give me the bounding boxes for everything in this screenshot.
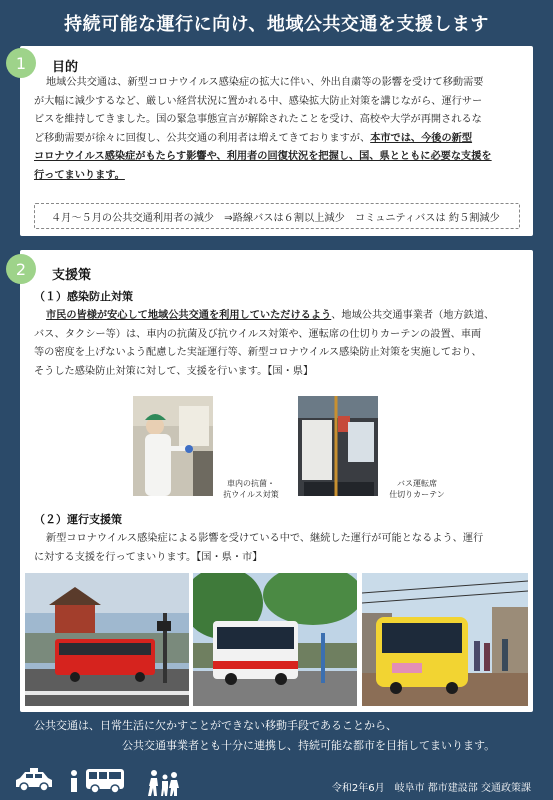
disinfection-photo bbox=[133, 396, 213, 496]
info-icon bbox=[70, 770, 78, 792]
ridership-note: ４月～５月の公共交通利用者の減少 ⇒路線バスは６割以上減少 コミュニティバスは 約５割減少 bbox=[34, 203, 520, 229]
purpose-heading: 目的 bbox=[52, 60, 79, 75]
caption-line: 仕切りカーテン bbox=[389, 490, 445, 499]
purpose-emphasis: コロナウイルス感染症がもたらす影響や、利用者の回復状況を把握し、国、県とともに必要な支援を bbox=[34, 151, 492, 162]
curtain-photo bbox=[298, 396, 378, 496]
closing-line-2: 公共交通事業者とも十分に連携し、持続可能な都市を目指してまいります。 bbox=[122, 739, 496, 752]
infection-line bbox=[34, 307, 529, 326]
infection-prevention-heading: （１）感染防止対策 bbox=[34, 290, 133, 303]
section-number-2: 2 bbox=[6, 254, 36, 284]
purpose-line: ビスを維持してきました。国の緊急事態宣言が解除されたことを受け、高校や大学が再開されるな bbox=[34, 114, 482, 125]
purpose-text bbox=[34, 74, 529, 185]
purpose-line: 地域公共交通は、新型コロナウイルス感染症の拡大に伴い、外出自粛等の影響を受けて移動需要 bbox=[46, 77, 484, 88]
operation-line: に対する支援を行ってまいります。【国・県・市】 bbox=[34, 551, 263, 563]
closing-line-1: 公共交通は、日常生活に欠かすことができない移動手段であることから、 bbox=[34, 719, 397, 732]
purpose-emphasis: 行ってまいります。 bbox=[34, 169, 125, 181]
infection-line: そうした感染防止対策に対して、支援を行います。【国・県】 bbox=[34, 365, 314, 377]
support-card bbox=[20, 250, 533, 712]
community-bus-photo bbox=[362, 573, 528, 706]
disinfection-caption bbox=[216, 478, 286, 500]
infection-emphasis: 市民の皆様が安心して地域公共交通を利用していただけるよう bbox=[46, 310, 332, 321]
caption-line: 抗ウイルス対策 bbox=[223, 490, 279, 499]
support-heading: 支援策 bbox=[52, 268, 92, 283]
page-title: 持続可能な運行に向け、地域公共交通を支援します bbox=[64, 14, 489, 35]
caption-line: 車内の抗菌・ bbox=[227, 479, 275, 488]
operation-support-heading: （２）運行支援策 bbox=[34, 513, 122, 526]
curtain-caption bbox=[382, 478, 452, 500]
taxi-icon bbox=[14, 768, 54, 792]
bus-icon bbox=[84, 768, 126, 794]
articulated-bus-photo bbox=[25, 573, 189, 706]
infection-line: 等の密度を上げないよう配慮した実証運行等、新型コロナウイルス感染防止対策を実施しており、 bbox=[34, 347, 482, 358]
purpose-line bbox=[34, 130, 529, 149]
caption-line: バス運転席 bbox=[397, 479, 437, 488]
purpose-emphasis: 本市では、今後の新型 bbox=[370, 132, 473, 144]
purpose-line: が大幅に減少するなど、厳しい経営状況に置かれる中、感染拡大防止対策を講じながら、運行サー bbox=[34, 95, 483, 107]
operation-line: 新型コロナウイルス感染症による影響を受けている中で、継続した運行が可能となるよう、運行 bbox=[46, 533, 484, 544]
purpose-line-text: ど移動需要が徐々に回復し、公共交通の利用者は増えてきておりますが、 bbox=[34, 132, 371, 144]
section-number-1: 1 bbox=[6, 48, 36, 78]
purpose-card bbox=[20, 46, 533, 236]
operation-support-text bbox=[34, 530, 529, 567]
pedestrians-icon bbox=[146, 770, 180, 796]
city-bus-photo bbox=[193, 573, 357, 706]
infection-line: バス、タクシー等）は、車内の抗菌及び抗ウイルス対策や、運転席の仕切りカーテンの設置、車両 bbox=[34, 328, 482, 340]
infection-line-text: 、地域公共交通事業者（地方鉄道、 bbox=[331, 310, 495, 321]
infection-prevention-text bbox=[34, 307, 529, 381]
issuer-credit: 令和2年6月 岐阜市 都市建設部 交通政策課 bbox=[331, 783, 531, 794]
